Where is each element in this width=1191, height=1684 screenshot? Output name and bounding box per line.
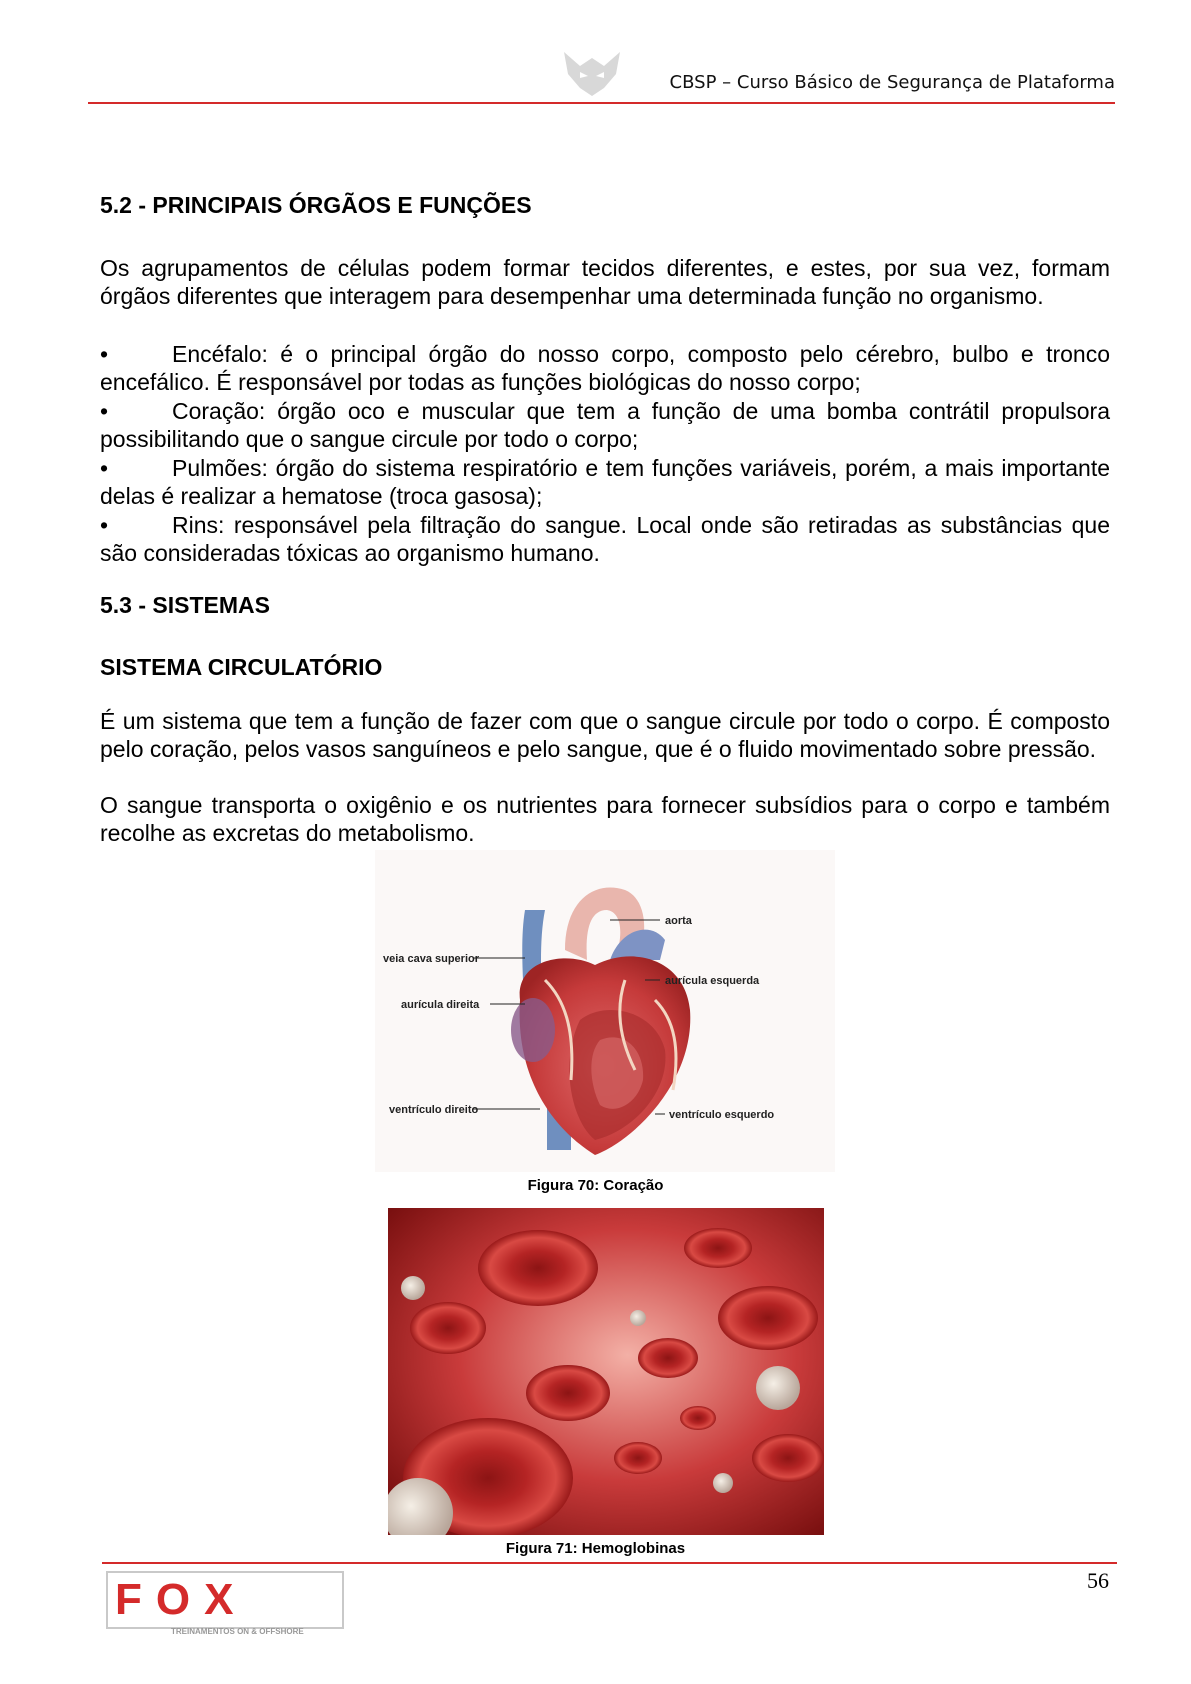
figure-71-caption: Figura 71: Hemoglobinas xyxy=(505,1540,686,1557)
bullet-dot: • xyxy=(100,455,109,481)
header-divider xyxy=(88,102,1115,104)
heart-diagram xyxy=(375,850,835,1172)
page-number: 56 xyxy=(1087,1568,1109,1593)
list-item-text: Coração: órgão oco e muscular que tem a função de uma bomba contrátil propulsora possibilitando que o sangue circule por todo o corpo; xyxy=(100,398,1110,452)
label-auricula-direita: aurícula direita xyxy=(401,999,480,1011)
list-item xyxy=(100,454,1110,510)
label-ventriculo-direito: ventrículo direito xyxy=(389,1104,479,1116)
fox-head-watermark-icon xyxy=(560,48,624,98)
list-item-text: Encéfalo: é o principal órgão do nosso corpo, composto pelo cérebro, bulbo e tronco encefálico. É responsável por todas as funções biológicas do nosso corpo; xyxy=(100,341,1110,395)
section-heading-principais-orgaos: 5.2 - PRINCIPAIS ÓRGÃOS E FUNÇÕES xyxy=(100,192,532,218)
red-blood-cell xyxy=(638,1338,698,1378)
list-item xyxy=(100,397,1110,453)
red-blood-cell xyxy=(680,1406,716,1430)
fox-logo xyxy=(105,1570,345,1636)
bullet-dot: • xyxy=(100,341,109,367)
red-blood-cell xyxy=(478,1230,598,1306)
white-blood-cell xyxy=(756,1366,800,1410)
document-header-title: CBSP – Curso Básico de Segurança de Plataforma xyxy=(669,72,1115,93)
label-aorta: aorta xyxy=(665,915,692,927)
white-blood-cell xyxy=(630,1310,646,1326)
white-blood-cell xyxy=(401,1276,425,1300)
red-blood-cell xyxy=(718,1286,818,1350)
bullet-dot: • xyxy=(100,398,109,424)
red-blood-cell xyxy=(684,1228,752,1268)
list-item-text: Pulmões: órgão do sistema respiratório e tem funções variáveis, porém, a mais importante delas é realizar a hematose (troca gasosa); xyxy=(100,455,1110,509)
list-item xyxy=(100,340,1110,396)
circulatory-paragraph-1: É um sistema que tem a função de fazer com que o sangue circule por todo o corpo. É composto pelo coração, pelos vasos sanguíneos e pelo sangue, que é o fluido movimentado sobre pressão. xyxy=(100,708,1110,762)
logo-tagline: TREINAMENTOS ON & OFFSHORE xyxy=(171,1627,304,1636)
white-blood-cell xyxy=(713,1473,733,1493)
label-veia-cava-superior: veia cava superior xyxy=(383,953,480,965)
label-auricula-esquerda: aurícula esquerda xyxy=(665,975,760,987)
list-item-text: Rins: responsável pela filtração do sangue. Local onde são retiradas as substâncias que são consideradas tóxicas ao organismo humano. xyxy=(100,512,1110,566)
red-blood-cell xyxy=(752,1434,824,1482)
bullet-dot: • xyxy=(100,512,109,538)
footer-divider xyxy=(102,1562,1117,1564)
blood-cells-image xyxy=(388,1208,824,1535)
red-blood-cell xyxy=(526,1365,610,1421)
circulatory-paragraph-2: O sangue transporta o oxigênio e os nutrientes para fornecer subsídios para o corpo e também recolhe as excretas do metabolismo. xyxy=(100,792,1110,846)
list-item xyxy=(100,511,1110,567)
intro-paragraph: Os agrupamentos de células podem formar tecidos diferentes, e estes, por sua vez, formam órgãos diferentes que interagem para desempenhar uma determinada função no organismo. xyxy=(100,255,1110,309)
label-ventriculo-esquerdo: ventrículo esquerdo xyxy=(669,1109,775,1121)
logo-wordmark: FOX xyxy=(115,1575,248,1624)
figure-70-caption: Figura 70: Coração xyxy=(527,1177,664,1194)
red-blood-cell xyxy=(614,1442,662,1474)
subheading-sistema-circulatorio: SISTEMA CIRCULATÓRIO xyxy=(100,654,383,680)
section-heading-sistemas: 5.3 - SISTEMAS xyxy=(100,592,270,618)
red-blood-cell xyxy=(410,1302,486,1354)
